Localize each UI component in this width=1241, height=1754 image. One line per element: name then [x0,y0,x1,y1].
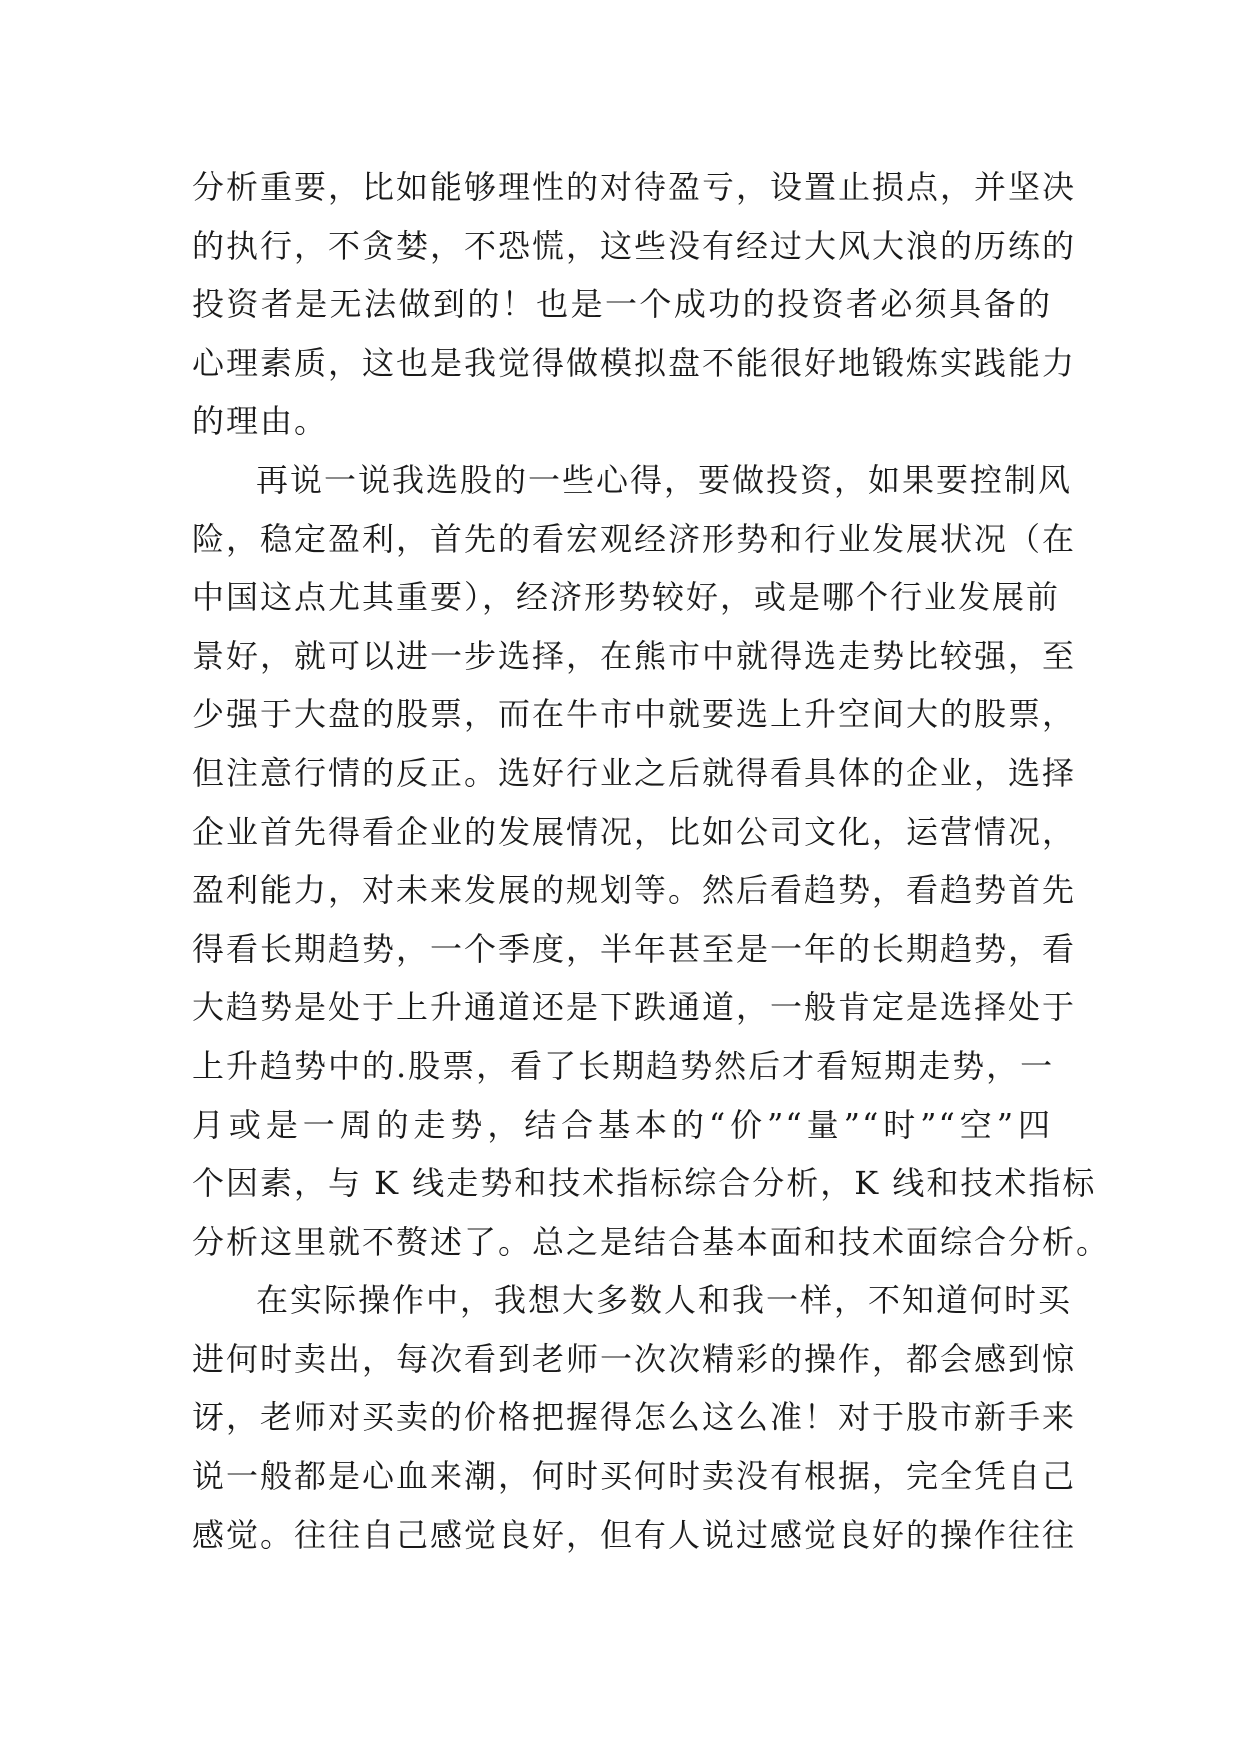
text-line: 的理由。 [192,402,329,441]
text-line: 月或是一周的走势，结合基本的“价”“量”“时”“空”四 [192,1105,1052,1144]
text-line: 再说一说我选股的一些心得，要做投资，如果要控制风 [256,460,1073,499]
text-line: 少强于大盘的股票，而在牛市中就要选上升空间大的股票， [192,695,1077,734]
text-line: 进何时卖出，每次看到老师一次次精彩的操作，都会感到惊 [192,1339,1077,1378]
text-line: 大趋势是处于上升通道还是下跌通道，一般肯定是选择处于 [192,988,1077,1027]
text-line: 在实际操作中，我想大多数人和我一样，不知道何时买 [256,1281,1073,1320]
text-line: 上升趋势中的.股票，看了长期趋势然后才看短期走势，一 [192,1046,1055,1085]
text-line: 企业首先得看企业的发展情况，比如公司文化，运营情况， [192,812,1077,851]
text-line: 说一般都是心血来潮，何时买何时卖没有根据，完全凭自己 [192,1457,1077,1496]
text-line: 分析这里就不赘述了。总之是结合基本面和技术面综合分析。 [192,1222,1111,1261]
text-line: 中国这点尤其重要），经济形势较好，或是哪个行业发展前 [192,578,1061,617]
text-line: 险，稳定盈利，首先的看宏观经济形势和行业发展状况（在 [192,519,1077,558]
text-line: 但注意行情的反正。选好行业之后就得看具体的企业，选择 [192,753,1077,792]
body-text [192,158,1111,1564]
text-line: 感觉。往往自己感觉良好，但有人说过感觉良好的操作往往 [192,1515,1077,1554]
text-line: 的执行，不贪婪，不恐慌，这些没有经过大风大浪的历练的 [192,226,1077,265]
text-line: 景好，就可以进一步选择，在熊市中就得选走势比较强，至 [192,636,1077,675]
text-line: 个因素，与 K 线走势和技术指标综合分析，K 线和技术指标 [192,1164,1097,1203]
text-line: 讶，老师对买卖的价格把握得怎么这么准！对于股市新手来 [192,1398,1077,1437]
text-line: 投资者是无法做到的！也是一个成功的投资者必须具备的 [192,285,1052,324]
text-line: 得看长期趋势，一个季度，半年甚至是一年的长期趋势，看 [192,929,1077,968]
text-line: 盈利能力，对未来发展的规划等。然后看趋势，看趋势首先 [192,871,1077,910]
text-line: 分析重要，比如能够理性的对待盈亏，设置止损点，并坚决 [192,168,1077,206]
text-line: 心理素质，这也是我觉得做模拟盘不能很好地锻炼实践能力 [192,343,1077,382]
